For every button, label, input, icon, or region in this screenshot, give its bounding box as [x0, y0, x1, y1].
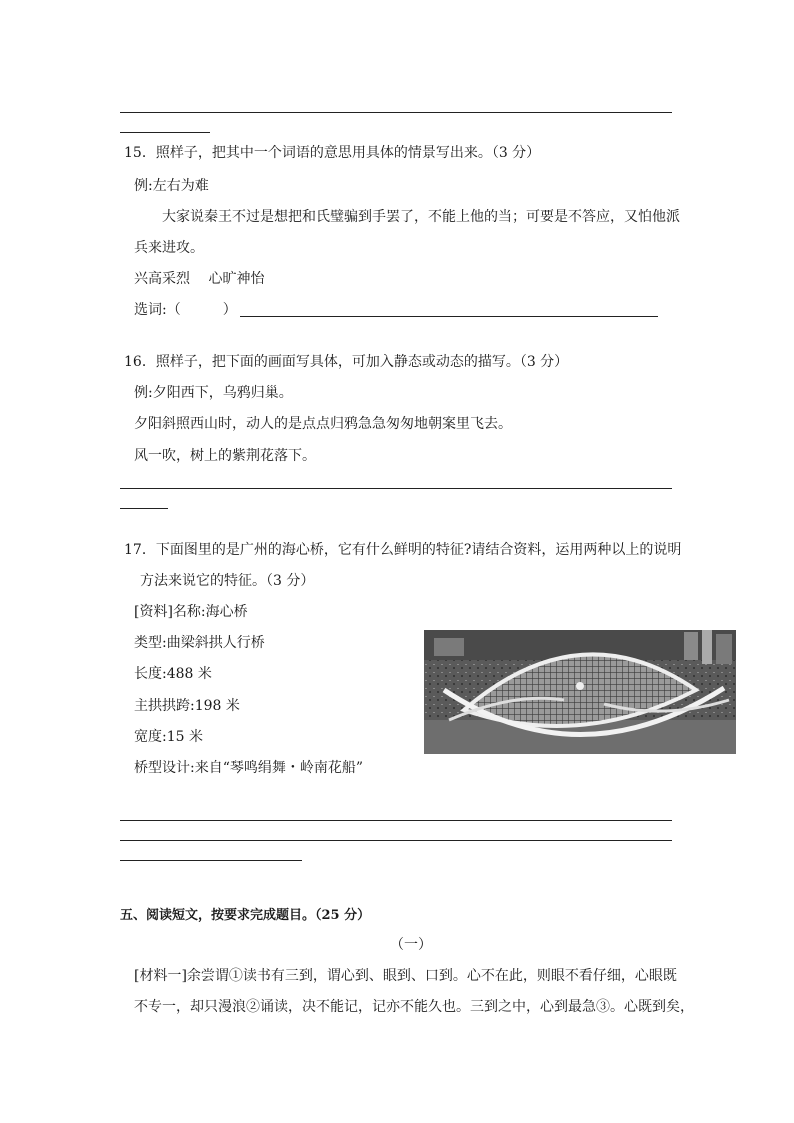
q16-title: 16．照样子，把下面的画面写具体，可加入静态或动态的描写。（3 分） — [124, 354, 569, 370]
q16-answer-line-short[interactable] — [120, 508, 168, 509]
q17-info-span: 主拱拱跨:198 米 — [134, 698, 240, 714]
q17-title-line2: 方法来说它的特征。（3 分） — [140, 573, 315, 589]
q15-example-label: 例:左右为难 — [134, 178, 209, 194]
q16-example: 例:夕阳西下，乌鸦归巢。 — [134, 385, 293, 401]
answer-line[interactable] — [120, 132, 210, 133]
q17-info-design: 桥型设计:来自“琴鸣绢舞・岭南花船” — [134, 760, 364, 776]
q17-info-width: 宽度:15 米 — [134, 729, 203, 745]
section5-line2: 不专一，却只漫浪②诵读，决不能记，记亦不能久也。三到之中，心到最急③。心既到矣， — [134, 999, 694, 1015]
answer-line[interactable] — [120, 112, 672, 113]
section5-heading: 五、阅读短文，按要求完成题目。（25 分） — [120, 908, 371, 923]
q15-answer-line[interactable] — [240, 316, 658, 317]
q15-title: 15．照样子，把其中一个词语的意思用具体的情景写出来。（3 分） — [124, 145, 541, 161]
q17-info-type: 类型:曲梁斜拱人行桥 — [134, 635, 265, 651]
q16-sample: 夕阳斜照西山时，动人的是点点归鸦急急匆匆地朝案里飞去。 — [134, 416, 512, 432]
q17-answer-line-short[interactable] — [120, 860, 302, 861]
q16-prompt: 风一吹，树上的紫荆花落下。 — [134, 448, 316, 464]
section5-part: （一） — [390, 937, 432, 953]
q15-example-line2: 兵来进攻。 — [134, 240, 204, 256]
q17-answer-line[interactable] — [120, 840, 672, 841]
q15-choice: 选词:（ ） — [134, 302, 237, 318]
q17-title: 17．下面图里的是广州的海心桥，它有什么鲜明的特征?请结合资料，运用两种以上的说明 — [124, 542, 682, 558]
q17-info-length: 长度:488 米 — [134, 666, 212, 682]
q17-answer-line[interactable] — [120, 820, 672, 821]
q16-answer-line[interactable] — [120, 488, 672, 489]
q15-example-line1: 大家说秦王不过是想把和氏璧骗到手罢了，不能上他的当；可要是不答应，又怕他派 — [162, 209, 680, 225]
q17-info-name: [资料]名称:海心桥 — [134, 604, 248, 620]
bridge-photo — [424, 630, 736, 754]
q15-words: 兴高采烈 心旷神怡 — [134, 271, 265, 287]
section5-line1: [材料一]余尝谓①读书有三到，谓心到、眼到、口到。心不在此，则眼不看仔细，心眼既 — [134, 968, 677, 984]
